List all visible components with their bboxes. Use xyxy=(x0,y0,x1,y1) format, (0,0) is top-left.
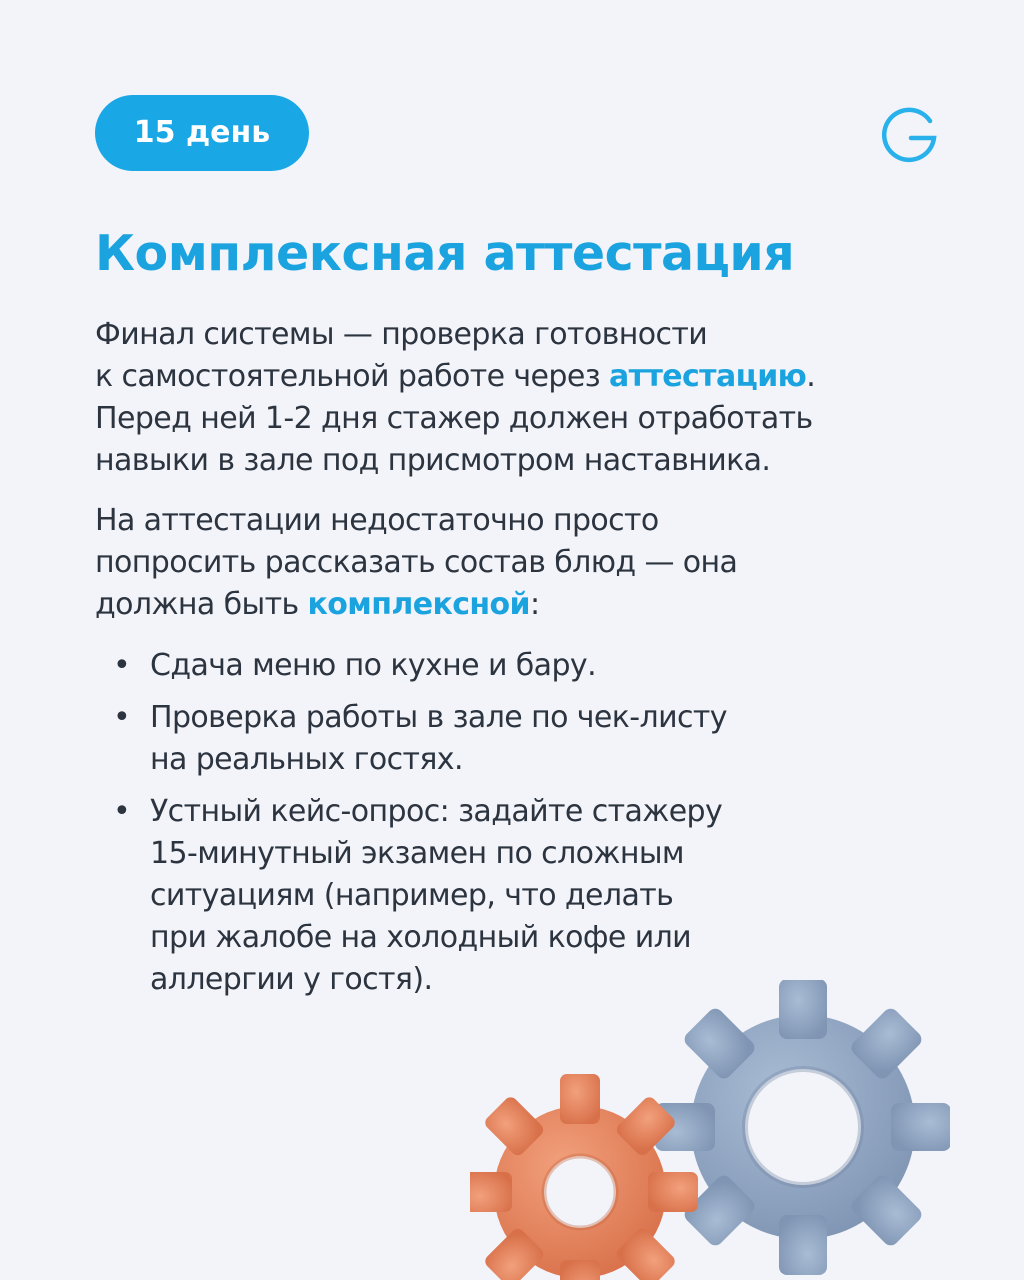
bullet-icon: • xyxy=(113,794,131,829)
req-line-3-end: : xyxy=(529,587,540,622)
list-item-line: на реальных гостях. xyxy=(150,742,463,777)
list-item xyxy=(95,697,727,781)
list-item-line: ситуациям (например, что делать xyxy=(150,878,674,913)
list-item-line: Проверка работы в зале по чек-листу xyxy=(150,700,727,735)
list-item-line: аллергии у гостя). xyxy=(150,962,433,997)
intro-line-2-end: . xyxy=(806,359,816,394)
attestation-list xyxy=(95,645,727,1011)
intro-highlight: аттестацию xyxy=(609,359,807,394)
list-item-line: Устный кейс-опрос: задайте стажеру xyxy=(150,794,723,829)
list-item xyxy=(95,791,727,1001)
req-line-2: попросить рассказать состав блюд — она xyxy=(95,545,738,580)
intro-line-3: Перед ней 1-2 дня стажер должен отработать xyxy=(95,401,813,436)
list-item xyxy=(95,645,727,687)
page-title: Комплексная аттестация xyxy=(95,225,795,282)
req-line-1: На аттестации недостаточно просто xyxy=(95,503,659,538)
requirements-paragraph xyxy=(95,500,737,626)
intro-line-4: навыки в зале под присмотром наставника. xyxy=(95,443,771,478)
intro-paragraph xyxy=(95,314,815,482)
gear-icon-blue xyxy=(655,980,950,1275)
req-line-3: должна быть xyxy=(95,587,308,622)
list-item-line: Сдача меню по кухне и бару. xyxy=(150,648,597,683)
req-highlight: комплексной xyxy=(307,587,530,622)
gears-illustration xyxy=(470,980,950,1280)
intro-line-1: Финал системы — проверка готовности xyxy=(95,317,708,352)
list-item-line: 15-минутный экзамен по сложным xyxy=(150,836,684,871)
bullet-icon: • xyxy=(113,700,131,735)
intro-line-2: к самостоятельной работе через xyxy=(95,359,610,394)
g-logo-icon xyxy=(878,104,940,166)
list-item-line: при жалобе на холодный кофе или xyxy=(150,920,692,955)
bullet-icon: • xyxy=(113,648,131,683)
day-badge: 15 день xyxy=(95,95,309,171)
